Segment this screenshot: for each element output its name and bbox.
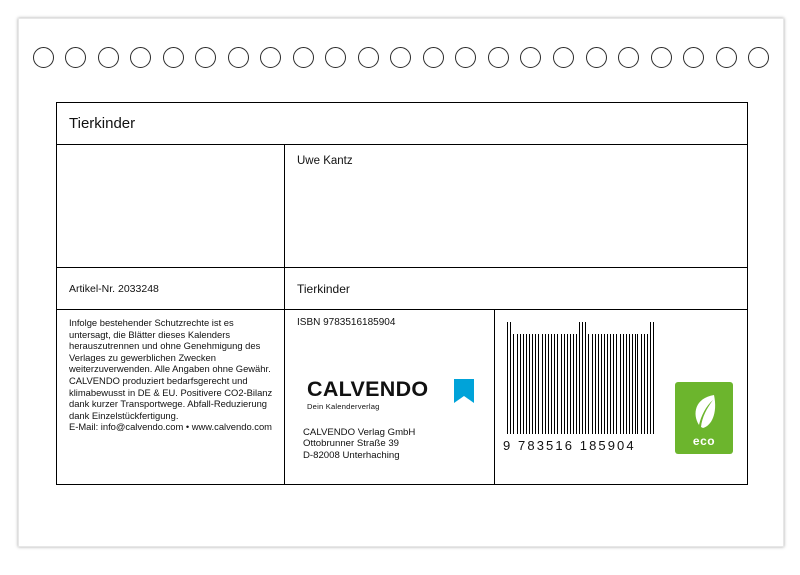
spiral-hole-icon [520,47,541,68]
publisher-city: D-82008 Unterhaching [303,449,400,461]
author-name: Uwe Kantz [297,155,353,167]
spiral-hole-icon [748,47,769,68]
spiral-hole-icon [683,47,704,68]
publisher-name: CALVENDO Verlag GmbH [303,427,416,438]
spiral-hole-icon [260,47,281,68]
product-title: Tierkinder [69,115,136,132]
spiral-hole-icon [98,47,119,68]
spiral-hole-icon [586,47,607,68]
product-subtitle: Tierkinder [297,281,350,296]
spiral-binding-holes [19,39,783,75]
title-row [57,103,747,145]
legal-paragraph-3: E-Mail: info@calvendo.com • www.calvendo.com [69,421,272,433]
spiral-hole-icon [65,47,86,68]
legal-paragraph-1: Infolge bestehender Schutzrechte ist es untersagt, die Blätter dieses Kalenders herauszutrennen und ohne Genehmigung des Verlages zu gewerblichen Zwecken weiterzuverwenden. Alle Angaben ohne Gewähr. [69,317,271,375]
calvendo-logo-wordmark: CALVENDO [307,377,429,401]
ean-barcode [507,322,655,434]
spiral-hole-icon [651,47,672,68]
calvendo-logo [307,378,482,411]
spiral-hole-icon [423,47,444,68]
spiral-hole-icon [195,47,216,68]
bottom-row [57,310,747,484]
barcode-digits: 9 783516 185904 [503,438,636,453]
spiral-hole-icon [553,47,574,68]
isbn-number: ISBN 9783516185904 [297,317,396,328]
spiral-hole-icon [390,47,411,68]
spiral-hole-icon [358,47,379,68]
cover-image-placeholder [57,145,285,267]
spiral-hole-icon [163,47,184,68]
publisher-address [303,427,415,461]
article-number: Artikel-Nr. 2033248 [57,268,285,309]
spiral-hole-icon [228,47,249,68]
author-row [57,145,747,268]
calvendo-logo-tagline: Dein Kalenderverlag [307,402,380,411]
spiral-hole-icon [130,47,151,68]
publisher-street: Ottobrunner Straße 39 [303,438,399,450]
spiral-hole-icon [325,47,346,68]
article-row [57,268,747,310]
spiral-hole-icon [488,47,509,68]
spiral-hole-icon [33,47,54,68]
eco-badge [675,382,733,454]
leaf-icon [689,392,719,437]
spiral-hole-icon [618,47,639,68]
legal-notice [57,310,285,484]
bookmark-icon [454,379,474,403]
spiral-hole-icon [455,47,476,68]
barcode-block [495,310,747,484]
eco-label: eco [692,434,716,448]
isbn-and-publisher-block [285,310,495,484]
calendar-back-cover [18,18,784,547]
spiral-hole-icon [293,47,314,68]
product-info-table [56,102,748,485]
spiral-hole-icon [716,47,737,68]
legal-paragraph-2: CALVENDO produziert bedarfsgerecht und klimabewusst in DE & EU. Positivere CO2-Bilanz dank kurzer Transportwege. Abfall-Reduzierung dank Einzelstückfertigung. [69,374,273,421]
